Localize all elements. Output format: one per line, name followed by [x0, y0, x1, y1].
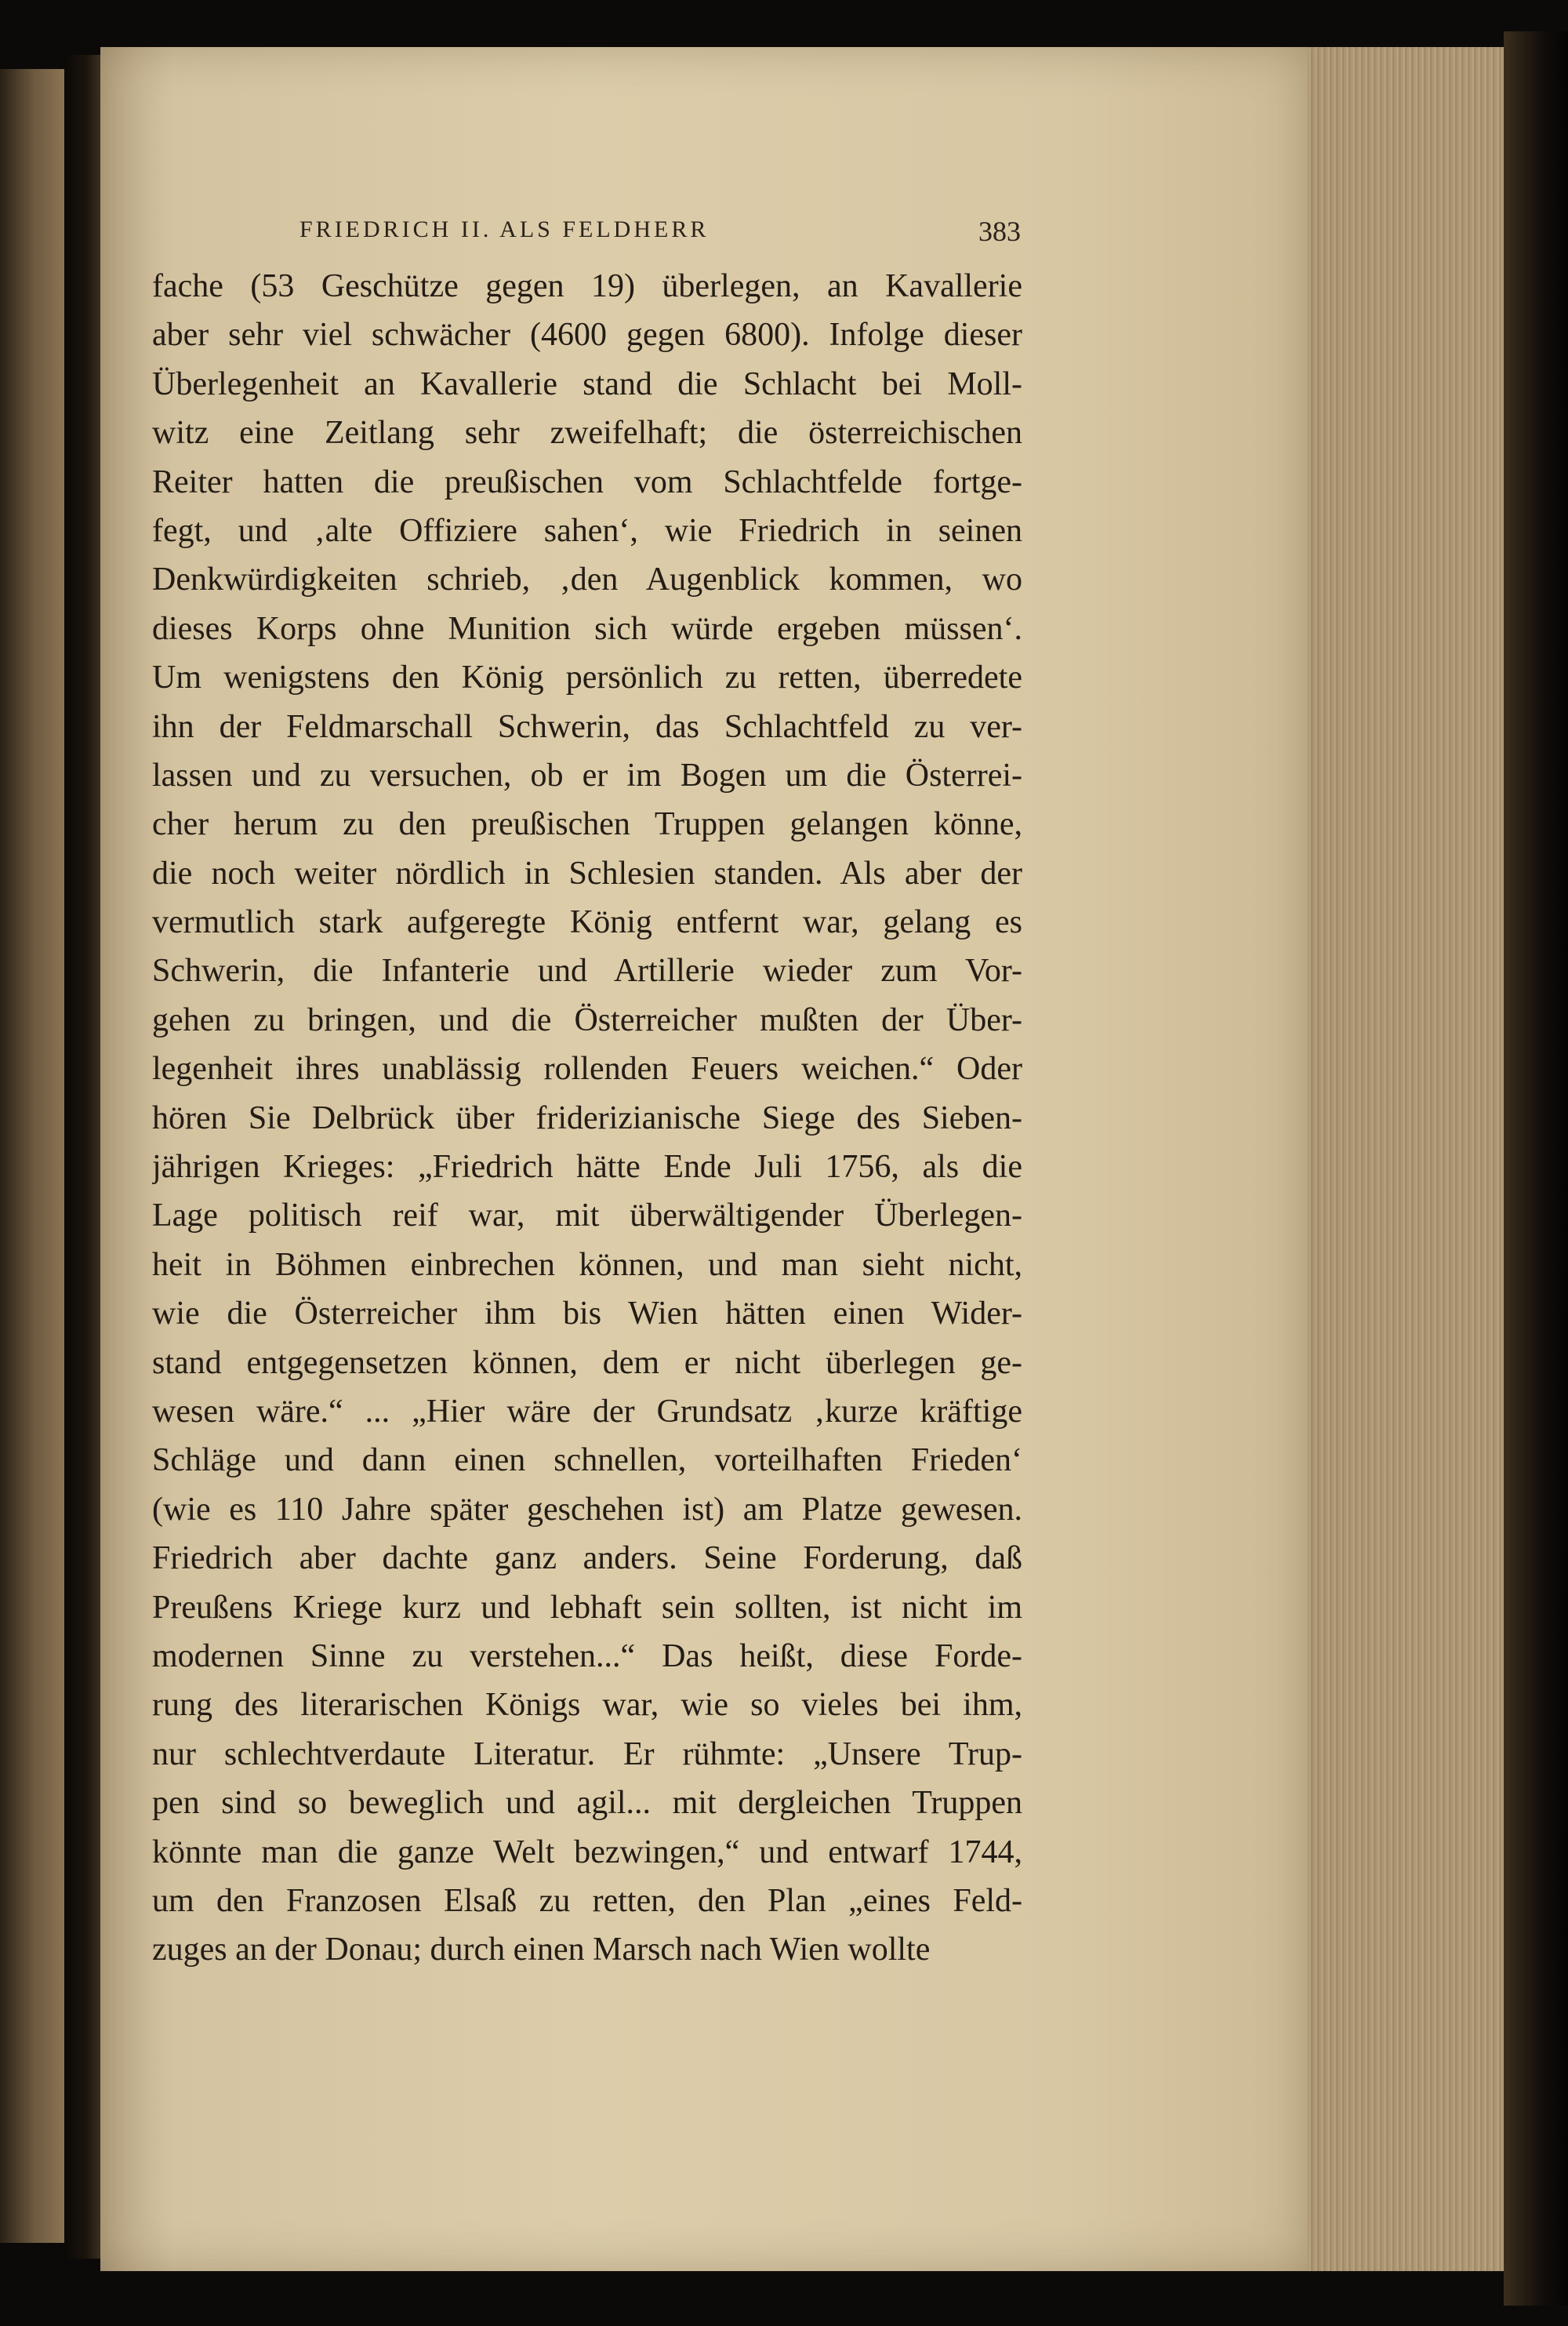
text-line: dieses Korps ohne Munition sich würde ergeben müssen‘. [152, 610, 1022, 647]
text-line: witz eine Zeitlang sehr zweifelhaft; die österreichischen [152, 415, 1022, 452]
text-line: die noch weiter nördlich in Schlesien standen. Als aber der [152, 855, 1022, 892]
text-line: Um wenigstens den König persönlich zu retten, überredete [152, 660, 1022, 696]
text-line: fache (53 Geschütze gegen 19) überlegen, an Kavallerie [152, 268, 1022, 304]
text-line: könnte man die ganze Welt bezwingen,“ und entwarf 1744, [152, 1834, 1022, 1870]
text-line: legenheit ihres unablässig rollenden Feuers weichen.“ Oder [152, 1051, 1022, 1088]
text-line: Reiter hatten die preußischen vom Schlachtfelde fortge- [152, 463, 1022, 500]
text-line: (wie es 110 Jahre später geschehen ist) am Platze gewesen. [152, 1491, 1022, 1528]
text-line: rung des literarischen Königs war, wie so vieles bei ihm, [152, 1687, 1022, 1724]
text-line: Lage politisch reif war, mit überwältigender Überlegen- [152, 1198, 1022, 1234]
text-line: cher herum zu den preußischen Truppen gelangen könne, [152, 806, 1022, 843]
text-line: wesen wäre.“ ... „Hier wäre der Grundsatz ‚kurze kräftige [152, 1393, 1022, 1430]
text-line: fegt, und ‚alte Offiziere sahen‘, wie Friedrich in seinen [152, 512, 1022, 549]
text-line: Schläge und dann einen schnellen, vorteilhaften Frieden‘ [152, 1442, 1022, 1479]
page-number: 383 [978, 216, 1021, 247]
page-header [299, 216, 1021, 254]
text-line: zuges an der Donau; durch einen Marsch nach Wien wollte [152, 1932, 931, 1968]
text-line: vermutlich stark aufgeregte König entfernt war, gelang es [152, 904, 1022, 941]
text-line: modernen Sinne zu verstehen...“ Das heißt, diese Forde- [152, 1637, 1022, 1674]
text-line: um den Franzosen Elsaß zu retten, den Plan „eines Feld- [152, 1882, 1022, 1919]
text-line: Denkwürdigkeiten schrieb, ‚den Augenblick kommen, wo [152, 562, 1022, 598]
text-line: Überlegenheit an Kavallerie stand die Schlacht bei Moll- [152, 365, 1022, 402]
text-line: pen sind so beweglich und agil... mit dergleichen Truppen [152, 1785, 1022, 1822]
book-gutter [64, 55, 100, 2259]
text-line: wie die Österreicher ihm bis Wien hätten einen Wider- [152, 1296, 1022, 1332]
text-line: gehen zu bringen, und die Österreicher mußten der Über- [152, 1001, 1022, 1038]
text-line: nur schlechtverdaute Literatur. Er rühmte: „Unsere Trup- [152, 1735, 1022, 1772]
text-line: aber sehr viel schwächer (4600 gegen 6800). Infolge dieser [152, 317, 1022, 354]
body-text [152, 262, 1022, 1975]
text-line: jährigen Krieges: „Friedrich hätte Ende Juli 1756, als die [152, 1149, 1022, 1186]
text-line: heit in Böhmen einbrechen können, und man sieht nicht, [152, 1246, 1022, 1283]
left-page-edge [0, 69, 64, 2243]
text-line: stand entgegensetzen können, dem er nicht überlegen ge- [152, 1344, 1022, 1381]
book-shadow [1504, 31, 1568, 2306]
text-line: lassen und zu versuchen, ob er im Bogen um die Österrei- [152, 757, 1022, 794]
running-head: FRIEDRICH II. ALS FELDHERR [299, 216, 710, 242]
text-line: ihn der Feldmarschall Schwerin, das Schlachtfeld zu ver- [152, 708, 1022, 745]
text-line: Preußens Kriege kurz und lebhaft sein sollten, ist nicht im [152, 1589, 1022, 1626]
text-line: Schwerin, die Infanterie und Artillerie wieder zum Vor- [152, 953, 1022, 990]
text-line: hören Sie Delbrück über friderizianische Siege des Sieben- [152, 1099, 1022, 1136]
page-block-edges [1308, 47, 1504, 2271]
text-line: Friedrich aber dachte ganz anders. Seine Forderung, daß [152, 1540, 1022, 1577]
